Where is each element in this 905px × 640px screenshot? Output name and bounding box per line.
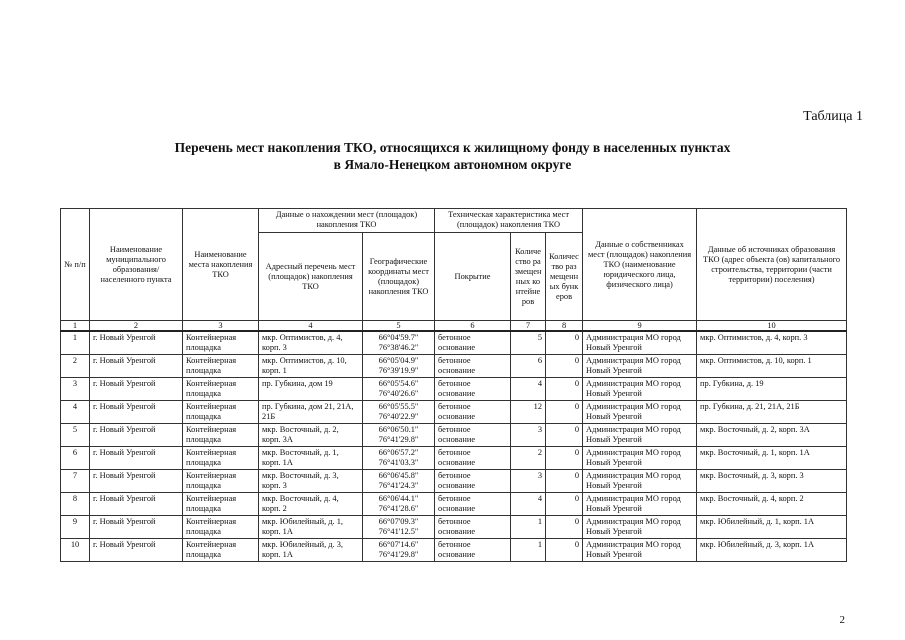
cell-bunkers: 0 bbox=[546, 539, 583, 562]
header-num: № п/п bbox=[61, 209, 90, 321]
page-title bbox=[0, 139, 905, 173]
cell-address: пр. Губкина, дом 21, 21А, 21Б bbox=[259, 401, 363, 424]
cell-place-type: Контейнерная площадка bbox=[183, 447, 259, 470]
table-row bbox=[61, 378, 847, 401]
latitude: 66°05'55.5" bbox=[378, 402, 419, 411]
cell-containers: 3 bbox=[511, 424, 546, 447]
cell-place-type: Контейнерная площадка bbox=[183, 331, 259, 355]
cell-num: 1 bbox=[61, 331, 90, 355]
page-title-line-2: в Ямало-Ненецком автономном округе bbox=[333, 157, 572, 172]
longitude: 76°40'26.6" bbox=[378, 389, 419, 398]
latitude: 66°06'50.1" bbox=[378, 425, 419, 434]
cell-containers: 3 bbox=[511, 470, 546, 493]
cell-source: пр. Губкина, д. 21, 21А, 21Б bbox=[697, 401, 847, 424]
cell-source: мкр. Юбилейный, д. 3, корп. 1А bbox=[697, 539, 847, 562]
cell-bunkers: 0 bbox=[546, 470, 583, 493]
table-label: Таблица 1 bbox=[803, 109, 863, 124]
cell-owner: Администрация МО город Новый Уренгой bbox=[583, 355, 697, 378]
table-row bbox=[61, 331, 847, 355]
cell-containers: 12 bbox=[511, 401, 546, 424]
cell-municipality: г. Новый Уренгой bbox=[90, 447, 183, 470]
longitude: 76°40'22.9" bbox=[378, 412, 419, 421]
cell-coords bbox=[363, 447, 435, 470]
cell-owner: Администрация МО город Новый Уренгой bbox=[583, 539, 697, 562]
cell-num: 4 bbox=[61, 401, 90, 424]
latitude: 66°06'45.8" bbox=[378, 471, 419, 480]
column-number: 2 bbox=[90, 321, 183, 332]
cell-num: 2 bbox=[61, 355, 90, 378]
cell-bunkers: 0 bbox=[546, 401, 583, 424]
cell-address: мкр. Восточный, д. 1, корп. 1А bbox=[259, 447, 363, 470]
cell-containers: 1 bbox=[511, 539, 546, 562]
column-number: 6 bbox=[435, 321, 511, 332]
cell-coords bbox=[363, 516, 435, 539]
longitude: 76°38'46.2" bbox=[378, 343, 419, 352]
header-bunkers: Количество размещенных бункеров bbox=[546, 233, 583, 321]
cell-coords bbox=[363, 378, 435, 401]
header-address: Адресный перечень мест (площадок) накопления ТКО bbox=[259, 233, 363, 321]
cell-address: мкр. Восточный, д. 4, корп. 2 bbox=[259, 493, 363, 516]
cell-containers: 1 bbox=[511, 516, 546, 539]
cell-place-type: Контейнерная площадка bbox=[183, 539, 259, 562]
table-row bbox=[61, 447, 847, 470]
latitude: 66°07'14.6" bbox=[378, 540, 419, 549]
cell-source: мкр. Восточный, д. 1, корп. 1А bbox=[697, 447, 847, 470]
table-row bbox=[61, 470, 847, 493]
cell-cover: бетонное основание bbox=[435, 378, 511, 401]
header-place-name: Наименование места накопления ТКО bbox=[183, 209, 259, 321]
page-title-line-1: Перечень мест накопления ТКО, относящихся к жилищному фонду в населенных пунктах bbox=[174, 140, 731, 155]
cell-address: мкр. Оптимистов, д. 4, корп. 3 bbox=[259, 331, 363, 355]
cell-num: 3 bbox=[61, 378, 90, 401]
table-row bbox=[61, 424, 847, 447]
cell-place-type: Контейнерная площадка bbox=[183, 516, 259, 539]
cell-source: пр. Губкина, д. 19 bbox=[697, 378, 847, 401]
column-number: 5 bbox=[363, 321, 435, 332]
column-number: 7 bbox=[511, 321, 546, 332]
cell-bunkers: 0 bbox=[546, 516, 583, 539]
longitude: 76°41'28.6" bbox=[378, 504, 419, 513]
cell-municipality: г. Новый Уренгой bbox=[90, 493, 183, 516]
header-coords: Географические координаты мест (площадок) накопления ТКО bbox=[363, 233, 435, 321]
cell-cover: бетонное основание bbox=[435, 401, 511, 424]
cell-cover: бетонное основание bbox=[435, 447, 511, 470]
cell-cover: бетонное основание bbox=[435, 493, 511, 516]
cell-owner: Администрация МО город Новый Уренгой bbox=[583, 447, 697, 470]
cell-owner: Администрация МО город Новый Уренгой bbox=[583, 331, 697, 355]
cell-cover: бетонное основание bbox=[435, 516, 511, 539]
header-tech-group: Техническая характеристика мест (площадок) накопления ТКО bbox=[435, 209, 583, 233]
table-row bbox=[61, 355, 847, 378]
header-sources: Данные об источниках образования ТКО (адрес объекта (ов) капитального строительства, территории (части территории) поселения) bbox=[697, 209, 847, 321]
cell-cover: бетонное основание bbox=[435, 331, 511, 355]
cell-num: 9 bbox=[61, 516, 90, 539]
cell-containers: 4 bbox=[511, 493, 546, 516]
table-row bbox=[61, 539, 847, 562]
cell-coords bbox=[363, 539, 435, 562]
column-number: 8 bbox=[546, 321, 583, 332]
header-owners: Данные о собственниках мест (площадок) накопления ТКО (наименование юридического лица, физического лица) bbox=[583, 209, 697, 321]
cell-containers: 4 bbox=[511, 378, 546, 401]
latitude: 66°04'59.7" bbox=[378, 333, 419, 342]
cell-address: мкр. Юбилейный, д. 1, корп. 1А bbox=[259, 516, 363, 539]
cell-municipality: г. Новый Уренгой bbox=[90, 331, 183, 355]
header-cover: Покрытие bbox=[435, 233, 511, 321]
longitude: 76°41'29.8" bbox=[378, 435, 419, 444]
cell-coords bbox=[363, 493, 435, 516]
cell-cover: бетонное основание bbox=[435, 470, 511, 493]
cell-place-type: Контейнерная площадка bbox=[183, 378, 259, 401]
cell-num: 5 bbox=[61, 424, 90, 447]
cell-municipality: г. Новый Уренгой bbox=[90, 401, 183, 424]
cell-num: 10 bbox=[61, 539, 90, 562]
cell-num: 6 bbox=[61, 447, 90, 470]
longitude: 76°41'03.3" bbox=[378, 458, 419, 467]
cell-coords bbox=[363, 401, 435, 424]
cell-source: мкр. Оптимистов, д. 4, корп. 3 bbox=[697, 331, 847, 355]
cell-address: мкр. Юбилейный, д. 3, корп. 1А bbox=[259, 539, 363, 562]
cell-source: мкр. Восточный, д. 4, корп. 2 bbox=[697, 493, 847, 516]
header-municipality: Наименование муниципального образования/населенного пункта bbox=[90, 209, 183, 321]
cell-owner: Администрация МО город Новый Уренгой bbox=[583, 401, 697, 424]
column-number: 1 bbox=[61, 321, 90, 332]
column-number: 3 bbox=[183, 321, 259, 332]
cell-coords bbox=[363, 470, 435, 493]
cell-place-type: Контейнерная площадка bbox=[183, 470, 259, 493]
latitude: 66°05'54.6" bbox=[378, 379, 419, 388]
table-row bbox=[61, 516, 847, 539]
cell-cover: бетонное основание bbox=[435, 355, 511, 378]
column-number: 4 bbox=[259, 321, 363, 332]
cell-municipality: г. Новый Уренгой bbox=[90, 539, 183, 562]
cell-containers: 6 bbox=[511, 355, 546, 378]
cell-municipality: г. Новый Уренгой bbox=[90, 355, 183, 378]
cell-coords bbox=[363, 331, 435, 355]
cell-bunkers: 0 bbox=[546, 493, 583, 516]
cell-owner: Администрация МО город Новый Уренгой bbox=[583, 493, 697, 516]
cell-owner: Администрация МО город Новый Уренгой bbox=[583, 516, 697, 539]
cell-place-type: Контейнерная площадка bbox=[183, 355, 259, 378]
cell-coords bbox=[363, 424, 435, 447]
cell-source: мкр. Юбилейный, д. 1, корп. 1А bbox=[697, 516, 847, 539]
cell-address: мкр. Оптимистов, д. 10, корп. 1 bbox=[259, 355, 363, 378]
table-row bbox=[61, 493, 847, 516]
latitude: 66°05'04.9" bbox=[378, 356, 419, 365]
cell-bunkers: 0 bbox=[546, 447, 583, 470]
cell-bunkers: 0 bbox=[546, 355, 583, 378]
longitude: 76°41'29.8" bbox=[378, 550, 419, 559]
cell-owner: Администрация МО город Новый Уренгой bbox=[583, 470, 697, 493]
cell-bunkers: 0 bbox=[546, 331, 583, 355]
cell-owner: Администрация МО город Новый Уренгой bbox=[583, 424, 697, 447]
cell-cover: бетонное основание bbox=[435, 539, 511, 562]
cell-source: мкр. Восточный, д. 3, корп. 3 bbox=[697, 470, 847, 493]
cell-municipality: г. Новый Уренгой bbox=[90, 516, 183, 539]
cell-address: мкр. Восточный, д. 3, корп. 3 bbox=[259, 470, 363, 493]
cell-num: 7 bbox=[61, 470, 90, 493]
longitude: 76°41'12.5" bbox=[378, 527, 419, 536]
column-number: 10 bbox=[697, 321, 847, 332]
column-number: 9 bbox=[583, 321, 697, 332]
latitude: 66°06'57.2" bbox=[378, 448, 419, 457]
cell-place-type: Контейнерная площадка bbox=[183, 424, 259, 447]
cell-owner: Администрация МО город Новый Уренгой bbox=[583, 378, 697, 401]
longitude: 76°39'19.9" bbox=[378, 366, 419, 375]
cell-address: мкр. Восточный, д. 2, корп. 3А bbox=[259, 424, 363, 447]
cell-address: пр. Губкина, дом 19 bbox=[259, 378, 363, 401]
cell-municipality: г. Новый Уренгой bbox=[90, 470, 183, 493]
cell-municipality: г. Новый Уренгой bbox=[90, 424, 183, 447]
table-row bbox=[61, 401, 847, 424]
header-location-group: Данные о нахождении мест (площадок) накопления ТКО bbox=[259, 209, 435, 233]
latitude: 66°07'09.3" bbox=[378, 517, 419, 526]
cell-cover: бетонное основание bbox=[435, 424, 511, 447]
cell-place-type: Контейнерная площадка bbox=[183, 493, 259, 516]
cell-source: мкр. Оптимистов, д. 10, корп. 1 bbox=[697, 355, 847, 378]
cell-bunkers: 0 bbox=[546, 378, 583, 401]
cell-place-type: Контейнерная площадка bbox=[183, 401, 259, 424]
cell-source: мкр. Восточный, д. 2, корп. 3А bbox=[697, 424, 847, 447]
latitude: 66°06'44.1" bbox=[378, 494, 419, 503]
cell-containers: 5 bbox=[511, 331, 546, 355]
cell-municipality: г. Новый Уренгой bbox=[90, 378, 183, 401]
cell-containers: 2 bbox=[511, 447, 546, 470]
cell-bunkers: 0 bbox=[546, 424, 583, 447]
page-number: 2 bbox=[839, 614, 845, 626]
column-number-row bbox=[61, 321, 847, 332]
longitude: 76°41'24.3" bbox=[378, 481, 419, 490]
cell-num: 8 bbox=[61, 493, 90, 516]
cell-coords bbox=[363, 355, 435, 378]
header-containers: Количество размещенных контейнеров bbox=[511, 233, 546, 321]
tko-registry-table bbox=[60, 208, 847, 562]
